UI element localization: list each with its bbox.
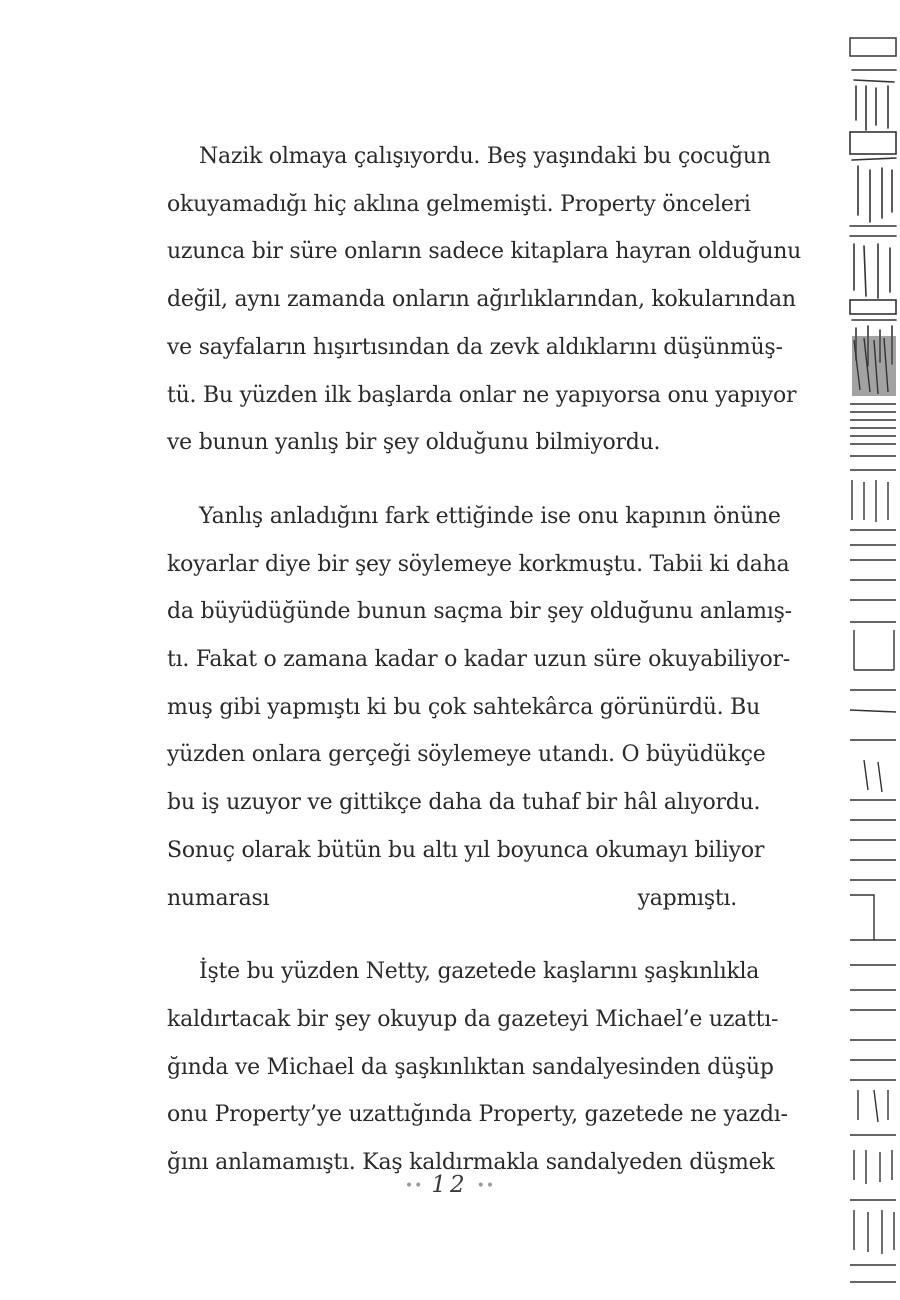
page-number: 12 bbox=[431, 1172, 469, 1198]
text-line: Sonuç olarak bütün bu altı yıl boyunca okumayı biliyor bbox=[167, 837, 765, 863]
text-line: onu Property’ye uzattığında Property, gazetede ne yazdı- bbox=[167, 1102, 788, 1128]
text-line: değil, aynı zamanda onların ağırlıklarından, kokularından bbox=[167, 287, 796, 313]
text-line: yüzden onlara gerçeği söylemeye utandı. O büyüdükçe bbox=[167, 742, 766, 768]
paragraph-1 bbox=[167, 133, 802, 467]
text-line: numarası yapmıştı. bbox=[167, 885, 737, 911]
footer-ornament-left: •• bbox=[404, 1178, 424, 1194]
paragraph-3 bbox=[167, 948, 788, 1187]
footer-ornament-right: •• bbox=[476, 1178, 496, 1194]
text-line: ğında ve Michael da şaşkınlıktan sandalyesinden düşüp bbox=[167, 1054, 774, 1080]
page-footer bbox=[0, 1172, 900, 1198]
text-line: muş gibi yapmıştı ki bu çok sahtekârca görünürdü. Bu bbox=[167, 694, 760, 720]
text-line: İşte bu yüzden Netty, gazetede kaşlarını şaşkınlıkla bbox=[199, 959, 760, 985]
text-line: tı. Fakat o zamana kadar o kadar uzun süre okuyabiliyor- bbox=[167, 647, 790, 673]
text-line: ve bunun yanlış bir şey olduğunu bilmiyordu. bbox=[167, 430, 661, 456]
text-line: Yanlış anladığını fark ettiğinde ise onu kapının önüne bbox=[199, 503, 781, 529]
text-line: ğını anlamamıştı. Kaş kaldırmakla sandalyeden düşmek bbox=[167, 1150, 775, 1176]
bookshelf-edge-illustration bbox=[844, 0, 900, 1300]
body-text bbox=[167, 133, 802, 1213]
text-line: okuyamadığı hiç aklına gelmemişti. Property önceleri bbox=[167, 191, 751, 217]
text-line: Nazik olmaya çalışıyordu. Beş yaşındaki bu çocuğun bbox=[199, 144, 771, 169]
text-line: bu iş uzuyor ve gittikçe daha da tuhaf bir hâl alıyordu. bbox=[167, 790, 761, 816]
text-line: da büyüdüğünde bunun saçma bir şey olduğunu anlamış- bbox=[167, 599, 792, 625]
text-line: uzunca bir süre onların sadece kitaplara hayran olduğunu bbox=[167, 239, 802, 265]
text-line: kaldırtacak bir şey okuyup da gazeteyi Michael’e uzattı- bbox=[167, 1006, 779, 1032]
text-line: tü. Bu yüzden ilk başlarda onlar ne yapıyorsa onu yapıyor bbox=[167, 382, 797, 408]
text-line: koyarlar diye bir şey söylemeye korkmuştu. Tabii ki daha bbox=[167, 551, 790, 577]
text-line: ve sayfaların hışırtısından da zevk aldıklarını düşünmüş- bbox=[167, 334, 783, 360]
paragraph-2 bbox=[167, 493, 792, 922]
